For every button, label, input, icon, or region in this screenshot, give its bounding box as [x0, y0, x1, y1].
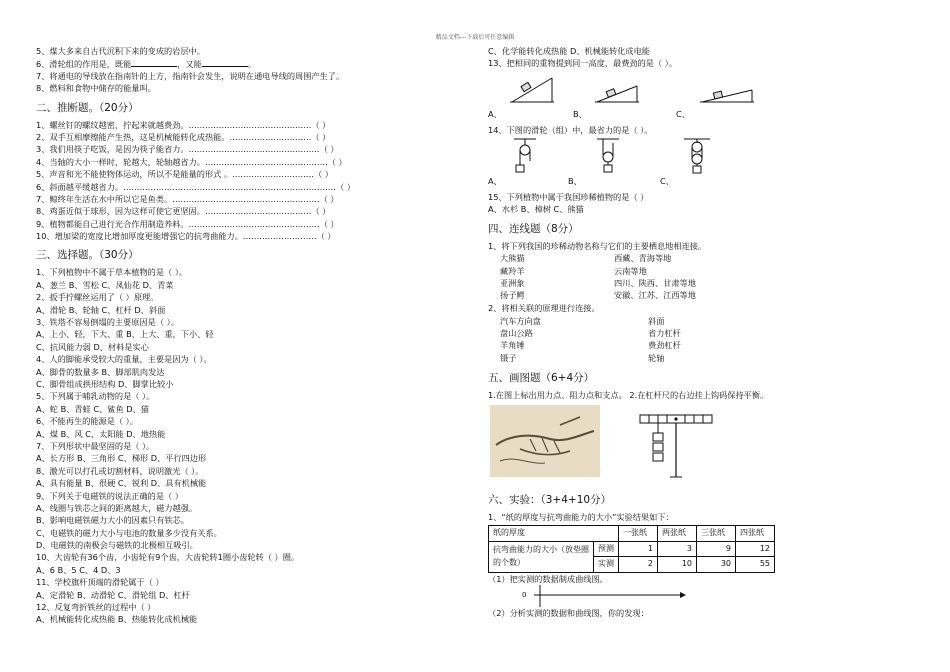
table-header-cell: 两张纸 [658, 526, 697, 541]
right-column [488, 45, 908, 619]
match-item[interactable]: 四川、陕西、甘肃等地 [614, 277, 696, 288]
table-row-label: 抗弯曲能力的大小（放垫圈的个数） [489, 541, 594, 572]
judge-list [36, 119, 456, 243]
draw-instructions: 1.在图上标出用力点、阻力点和支点。 2.在杠杆尺的右边挂上钩码保持平衡。 [488, 389, 769, 400]
choice-line: 10、大齿轮有36个齿，小齿轮有9个齿，大齿轮转1圈小齿轮转（ ）圈。 [36, 552, 300, 563]
match2-right-list [648, 315, 681, 365]
judge-item: 10、增加梁的宽度比增加厚度更能增强它的抗弯曲能力。………………………（ ） [36, 231, 336, 242]
choice-line: 4、人的脚能承受较大的重量，主要是因为（ ）。 [36, 354, 212, 365]
q14-options: A、 B、 C、 [488, 175, 674, 186]
section-title-experiment: 六、实验：（3+4+10分） [488, 493, 612, 506]
table-header-cell: 一张纸 [619, 526, 658, 541]
choice-line: C、抗风能力弱 D、材料是实心 [36, 341, 149, 352]
choice-line: C、化学能转化成热能 D、机械能转化成电能 [488, 46, 650, 56]
choice-line: 8、激光可以打孔或切割材料，说明激光（ ）。 [36, 465, 204, 476]
choice-line: A、滑轮 B、轮轴 C、杠杆 D、斜面 [36, 304, 166, 315]
table-row [489, 541, 775, 556]
question-14: 14、下图的滑轮（组）中，最省力的是（ ）。 [488, 125, 653, 136]
choice-line: D、电磁铁的南极会与磁铁的北极相互吸引。 [36, 540, 198, 551]
choice-line: 7、下列形状中最坚固的是（ ）。 [36, 440, 155, 451]
match-item[interactable]: 西藏、青海等地 [614, 253, 672, 264]
medium-incline-figure [593, 70, 643, 106]
match1-intro: 1、将下列我国的珍稀动物名称与它们的主要栖息地相连接。 [488, 240, 707, 251]
choice-line: 5、下列属于哺乳动物的是（ ）。 [36, 391, 155, 402]
table-cell: 9 [697, 541, 736, 556]
match-item[interactable]: 汽车方向盘 [500, 315, 541, 326]
blank-graph[interactable] [488, 585, 908, 607]
choice-line: A、定滑轮 B、动滑轮 C、滑轮组 D、杠杆 [36, 589, 190, 600]
match2-left-list [500, 315, 541, 365]
match2-lists [488, 315, 908, 365]
match-item[interactable]: 羊角锤 [500, 340, 525, 351]
match1-lists [488, 252, 908, 302]
judge-item: 2、双手互相摩擦能产生热，这是机械能转化成热能。…………………………（ ） [36, 131, 331, 142]
hand-tool-photo [490, 405, 600, 477]
fill-item-7: 7、将通电的导线放在指南针的上方，指南针会发生，说明在通电导线的周围产生了。 [36, 70, 345, 81]
table-cell: 12 [736, 541, 775, 556]
choice-line: A、上小、轻，下大、重 B、上大、重，下小、轻 [36, 329, 214, 340]
steep-incline-figure [508, 70, 558, 106]
choice-line: A、机械能转化成热能 B、热能转化成机械能 [36, 614, 198, 625]
choice-line: C、脚骨组成拱形结构 D、脚掌比较小 [36, 378, 174, 389]
choice-line: B、影响电磁铁磁力大小的因素只有铁芯。 [36, 515, 189, 526]
match1-left-list [500, 252, 525, 302]
choice-line: A、蛇 B、青蛙 C、鲨鱼 D、猫 [36, 403, 149, 414]
experiment-intro: 1、“纸的厚度与抗弯曲能力的大小”实验结果如下： [488, 511, 674, 522]
table-cell: 3 [658, 541, 697, 556]
fill-item-5: 5、煤大多来自古代沉积下来的变成的岩层中。 [36, 46, 205, 56]
choice-line: 6、不能再生的能源是（ ）。 [36, 416, 138, 427]
table-cell: 1 [619, 541, 658, 556]
judge-item: 3、我们用筷子吃饭，是因为筷子能省力。…………………………………………（ ） [36, 144, 339, 155]
table-header-cell: 纸的厚度 [489, 526, 619, 541]
question-13: 13、把相同的重物提到同一高度，最费劲的是（ ）。 [488, 58, 678, 69]
choice-line: 3、铁塔不容易倒塌的主要原因是（ ）。 [36, 317, 179, 328]
match1-right-list [614, 252, 696, 302]
fill-item-8: 8、燃料和食物中储存的能量叫。 [36, 83, 156, 94]
judge-item: 4、当轴的大小一样时，轮越大，轮轴越省力。………………………………………（ ） [36, 156, 347, 167]
match2-intro: 2、将相关联的原理进行连接。 [488, 303, 600, 314]
pulley-set-figure [680, 137, 714, 175]
match-item[interactable]: 藏羚羊 [500, 265, 525, 276]
table-header-row [489, 526, 775, 541]
section-title-draw: 五、画图题（6+4分） [488, 371, 595, 384]
choice-line: 2、扳手拧螺丝运用了（ ）原理。 [36, 292, 159, 303]
page-header: 精品文档---下载后可任意编辑 [435, 34, 515, 41]
graph-origin-label: 0 [522, 590, 527, 599]
q15-options: A、水杉 B、樟树 C、熊猫 [488, 204, 584, 215]
match-item[interactable]: 省力杠杆 [648, 327, 681, 338]
experiment-q1: （1）把实测的数据制成曲线图。 [488, 573, 608, 584]
experiment-table [488, 525, 775, 572]
choice-line: A、葱兰 B、雪松 C、凤仙花 D、青菜 [36, 279, 174, 290]
choice-line: A、脚骨的数量多 B、脚部肌肉发达 [36, 366, 165, 377]
question-15: 15、下列植物中属于我国珍稀植物的是（ ） [488, 191, 649, 202]
match-item[interactable]: 亚洲象 [500, 277, 525, 288]
blank-2[interactable] [202, 57, 248, 67]
table-cell-type: 预测 [594, 541, 619, 556]
left-column [36, 45, 456, 626]
blank-1[interactable] [131, 57, 177, 67]
match-item[interactable]: 安徽、江苏、江西等地 [614, 290, 696, 301]
fixed-pulley-figure [510, 137, 540, 175]
section-title-choice: 三、选择题。（30分） [36, 249, 139, 262]
table-cell: 10 [658, 557, 697, 572]
table-cell-type: 实测 [594, 557, 619, 572]
table-header-cell: 四张纸 [736, 526, 775, 541]
lever-ruler-figure [636, 403, 716, 483]
incline-figures [488, 70, 908, 108]
choice-line: A、6 B、5 C、4 D、3 [36, 564, 121, 575]
choice-line: A、线圈与铁芯之间的距离越大，磁力越强。 [36, 502, 198, 513]
match-item[interactable]: 扬子鳄 [500, 290, 525, 301]
gentle-incline-figure [698, 70, 758, 106]
table-cell: 30 [697, 557, 736, 572]
judge-item: 7、鲸终年生活在水中所以它是鱼类。………………………………………………（ ） [36, 193, 339, 204]
choice-list [36, 266, 456, 625]
choice-line: A、煤 B、风 C、太阳能 D、地热能 [36, 428, 166, 439]
judge-item: 9、植物都能自己进行光合作用制造养料。…………………………………………（ ） [36, 218, 339, 229]
q13-options: A、 B、 C、 [488, 108, 690, 119]
choice-line: 12、反复弯折铁丝的过程中（ ） [36, 602, 156, 613]
match-item[interactable]: 斜面 [648, 315, 665, 326]
table-header-cell: 三张纸 [697, 526, 736, 541]
match-item[interactable]: 轮轴 [648, 352, 665, 363]
judge-item: 5、声音和光不能使物体运动，所以不是能量的形式 。…………………………（ ） [36, 169, 333, 180]
choice-line: 11、学校旗杆顶端的滑轮属于（ ） [36, 577, 164, 588]
choice-line: A、长方形 B、三角形 C、梯形 D、平行四边形 [36, 453, 207, 464]
match-item[interactable]: 镊子 [500, 352, 517, 363]
choice-line: 9、下列关于电磁铁的说法正确的是（ ） [36, 490, 183, 501]
judge-item: 8、鸡蛋近似于球形，因为这样可使它更坚固。…………………………………（ ） [36, 206, 331, 217]
movable-pulley-figure [593, 137, 623, 175]
choice-line: 1、下列植物中不属于草本植物的是（ ）。 [36, 267, 188, 278]
judge-item: 6、斜面越平缓越省力。……………………………………………………………………（ ） [36, 181, 355, 192]
judge-item: 1、螺丝钉的螺纹越密，拧起来就越费劲。………………………………………（ ） [36, 119, 331, 130]
draw-figures [488, 401, 908, 487]
experiment-q2: （2）分析实测的数据和曲线图，你的发现： [488, 607, 649, 618]
section-title-judge: 二、推断题。（20分） [36, 101, 139, 114]
table-cell: 2 [619, 557, 658, 572]
match-item[interactable]: 大熊猫 [500, 253, 525, 264]
table-cell: 55 [736, 557, 775, 572]
graph-axes [528, 585, 688, 607]
fill-item-6: 6、滑轮组的作用是，既能 ，又能 。 [36, 59, 257, 70]
choice-line: C、电磁铁的磁力大小与电池的数量多少没有关系。 [36, 527, 222, 538]
choice-line: A、具有能量 B、很硬 C、锐利 D、具有机械能 [36, 478, 207, 489]
section-title-match: 四、连线题（8分） [488, 222, 579, 235]
match-item[interactable]: 盘山公路 [500, 327, 533, 338]
pulley-figures [488, 137, 908, 175]
match-item[interactable]: 费劲杠杆 [648, 340, 681, 351]
match-item[interactable]: 云南等地 [614, 265, 647, 276]
